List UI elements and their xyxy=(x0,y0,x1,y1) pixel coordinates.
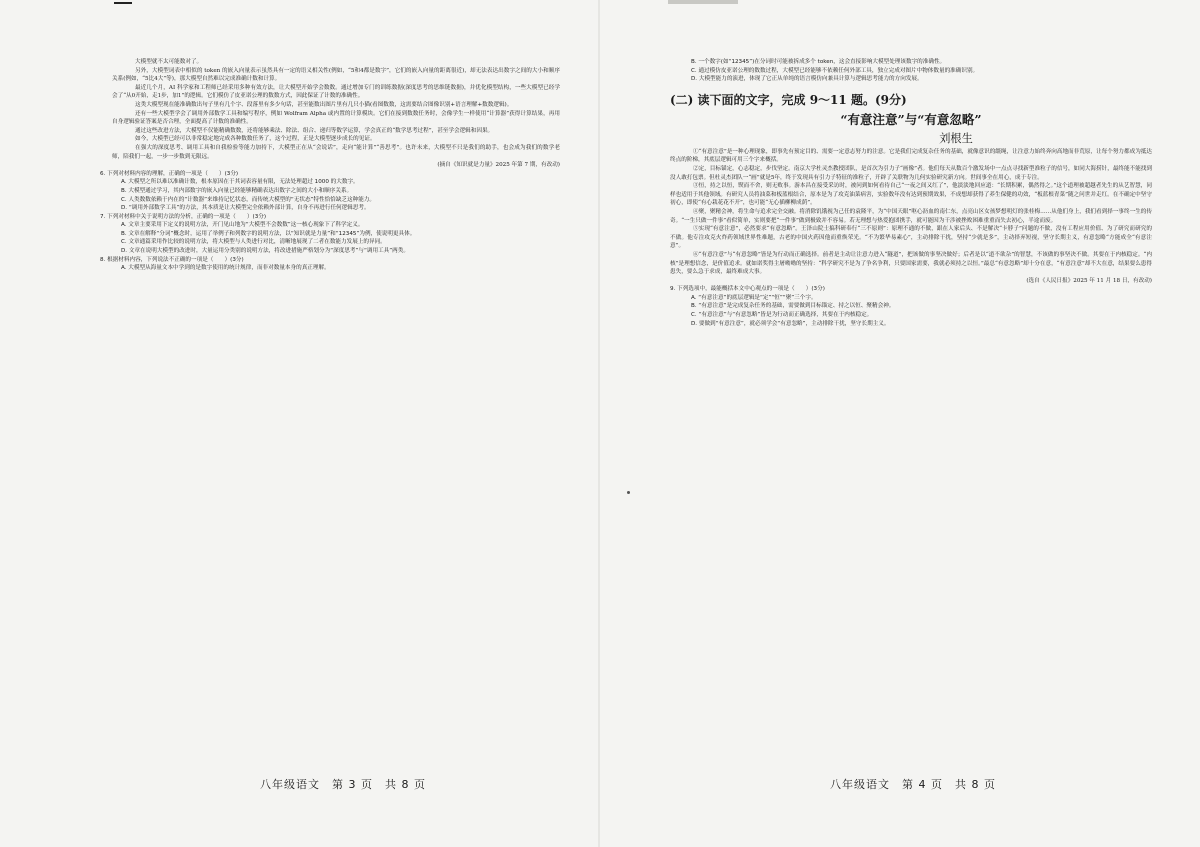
article-paragraph: 如今，大模型已经可以非常稳定地完成各种数数任务了，这个过程，正是大模型逐步成长的见证。 xyxy=(135,136,376,143)
article-paragraph: 还有一些大模型学会了调用外部数学工具和编写程序，例如 Wolfram Alpha 或内置的计算模块。它们在接到数数任务时，会像学生一样使用“计算器”获得计算结果，再用自身逻辑验证答案是否合理，全面提高了计数的准确性。 xyxy=(112,110,560,126)
article-paragraph: 大模型就不太可能数对了。 xyxy=(135,59,203,65)
article-paragraph: ③恒，持之以恒，锲而不舍，则无败事。游本昌在接受采访时，被问到如何看待自己“一夜之间又红了”，他淡淡地回应道：“长期积累，偶然得之。”这个道理被超越者先生的从艺智慧，同样也适用于其他领域。有研究人员将油菜和板蓝根结合，原本是为了攻克油菜病害，实验数年没有达到预期效果，不成想却获得了养生保健的功效，“板蓝根青菜”随之问世并走红。在不确定中坚守初心，即使“有心栽花花不开”，也可能“无心插柳柳成荫”。 xyxy=(670,183,1152,207)
article-title: “有意注意”与“有意忽略” xyxy=(840,111,982,127)
option: C. 人类数数依赖于内在的“计数器”来维持记忆状态，而传统大模型的“无状态”特性恰恰缺乏这种能力。 xyxy=(121,196,375,203)
option: C. 通过模仿皮亚诺公理的数数过程，大模型已经能够不依赖任何外部工具，独立完成对图片中物体数量的准确识别。 xyxy=(691,67,979,74)
question-stem: 6. 下列对材料内容的理解，正确的一项是（ ）(3分) xyxy=(100,170,239,177)
question-7 xyxy=(100,213,560,256)
page-4 xyxy=(600,0,1200,847)
question-8 xyxy=(100,256,560,273)
option: C. “有意注意”与“有意忽略”皆是为行动而正确选择，其要在于内核稳定。 xyxy=(691,312,873,319)
option: B. 一个数字(如“12345”)在分词时可能被拆成多个 token，这会直接影响大模型处理该数字的准确性。 xyxy=(691,59,946,65)
option: B. 文章在解释“分词”概念时，运用了举例子和列数字的说明方法，以“知识就是力量”和“12345”为例，使说明更具体。 xyxy=(121,230,416,237)
question-9 xyxy=(670,285,1152,328)
article-paragraph: 最近几个月，AI 科学家和工程师已经采用多种有效方法，让大模型开始学会数数。通过增加专门的训练数据(深度思考的思维链数据)，并优化模型结构，一些大模型已经学会了“从0开始，走1步，加1”的逻辑。它们模仿了皮亚诺公理的数数方式，因此保证了计数的准确性。 xyxy=(112,84,560,100)
article-paragraph: ①“有意注意”是一种心理现象，即事先有预定目的、需要一定意志努力的注意。它是我们完成复杂任务的基础，就像意识的缰绳，让注意力始终奔向高地而非荒原，让每个努力都成为抵达终点的阶梯，其底层逻辑可用三个字来概括。 xyxy=(670,148,1152,164)
option: D. 文章在说明大模型的改进时，大量运用分类别的说明方法，将改进措施严格划分为“深度思考”与“调用工具”两类。 xyxy=(121,248,409,255)
article-paragraph: 这类大模型现在能准确数出句子里有几个字、段落里有多少句话，甚至能数出图片里有几只小猫(看图数数，这需要结合图像识别+语言理解+数数逻辑)。 xyxy=(135,101,513,108)
section-title: (二) 读下面的文字，完成 9～11 题。(9分) xyxy=(670,92,907,107)
page-footer: 八年级语文 第 3 页 共 8 页 xyxy=(260,778,426,791)
article-source: (摘自《知识就是力量》2025 年第 7 期，有改动) xyxy=(437,162,560,169)
question-6 xyxy=(100,170,560,213)
option: D. 大模型能力的演进，体现了它正从单纯的语言模仿向兼具计算与逻辑思考能力的方向发展。 xyxy=(691,76,923,83)
article-paragraph: 在强大的深度思考、调用工具和自我检验等能力加持下，大模型正在从“会说话”，走向“能计算”“善思考”。也许未来，大模型不只是我们的助手，也会成为我们的数学老师，陪我们一起，一步一步数到无限远。 xyxy=(112,144,560,160)
option: A. 大模型之所以难以准确计数，根本原因在于其词表容量有限，无法处理超过 1000 的大数字。 xyxy=(121,179,359,186)
option: A. “有意注意”的底层逻辑是“定”“恒”“聚”三个字。 xyxy=(691,294,817,301)
option: C. 文章通篇采用作比较的说明方法，将大模型与人类进行对比，清晰地展现了二者在数能力发展上的异同。 xyxy=(121,239,386,246)
option: D. 要做到“有意注意”，就必须学会“有意忽略”，主动排除干扰，坚守长期主义。 xyxy=(691,320,890,327)
article-paragraph: ②定，目标锚定，心志稳定，步伐坚定。南京大学杜灵杰教授团队，是首次为引力子“画像”者。他们每天从数百个激发场中一点点寻找新型准粒子的信号，如同大海捞针，最终能不能找到没人敢打包票。但杜灵杰团队一“画”就是5年，终于发现具有引力子特征的准粒子，开辟了关联物为几何实验研究新方向。世间事全在用心，成于专注。 xyxy=(670,165,1152,181)
article-paragraph: ④聚，聚精会神，将生命与追求完全交融。将消除饥饿视为己任的袁隆平，为“中国天眼”呕心沥血的南仁东，点亮山区女孩梦想明灯的张桂梅……从他们身上，我们看到择一事终一生的传奇。“一生只做一件事”看似简单，实则要把“一件事”做到极致并不容易。若无理想与热爱抱团携手，就可能因为干涉被挫败困难重重而失去初心，半途而废。 xyxy=(670,208,1152,224)
option: A. 文章主要采用下定义的说明方法，开门见山地为“大模型不会数数”这一核心现象下了科学定义。 xyxy=(121,222,364,229)
article-paragraph: ⑤实现“有意注意”，必然要求“有意忽略”。王泽山院士搞科研奉行“三不原则”：原理不通的不做，跟在人家后头、不是解决“卡脖子”问题的不做，没有工程应用价值、为了研究而研究的不做。他专注攻克火炸药领域世界性难题，古老的中国火药因他而重焕荣光。“不为繁华易素心”，主动排除干扰，坚持“少就是多”，主动择弃短视，坚守长期主义，有意忽略“方能成全“有意注意”。 xyxy=(670,226,1152,250)
option: A. 大模型从海量文本中学到的是数字使用的统计规律，而非对数量本身的真正理解。 xyxy=(121,265,330,272)
article-paragraph: 另外，大模型词表中相似的 token 的嵌入向量表示虽然具有一定的语义相关性(例如，“5和4都是数字”，它们的嵌入向量的距离很近)，却无法表达出数字之间的大小和顺序关系(例如，“5比4大”等)，那大模型自然难以完成准确计数和计算。 xyxy=(112,67,560,83)
question-stem: 9. 下列选项中，最能概括本文中心观点的一项是（ ）(3分) xyxy=(670,286,825,293)
question-stem: 7. 下列对材料中关于说明方法的分析，正确的一项是（ ）(3分) xyxy=(100,213,267,220)
page-footer: 八年级语文 第 4 页 共 8 页 xyxy=(830,778,996,791)
question-stem: 8. 根据材料内容，下列说法不正确的一项是（ ）(3分) xyxy=(100,256,244,263)
option: D. “调用外部数学工具”的方法，其本质是让大模型完全依赖外部计算，自身不再进行任何逻辑思考。 xyxy=(121,205,370,212)
option: B. 大模型通过学习，其内部数字的嵌入向量已经能够精确表达出数字之间的大小和顺序关系。 xyxy=(121,187,353,194)
article-author: 刘根生 xyxy=(939,131,973,145)
question-8-continued xyxy=(670,58,1152,84)
article-paragraph: ⑥“有意注意”与“有意忽略”皆是为行动而正确选择。前者是主动让注意力进入“隧道”，把该做的事坚决做好；后者是以“道不欲杂”的智慧，不该做的事坚决不做。其要在于内核稳定。“内核”是理想信念，是价值追求。就如诺奖得主屠呦呦的坚持：“科学研究不是为了争名争利，只要国家需要，我就必须持之以恒。”最总“有意忽略”却十分在意，“有意注意”却不大在意，结果要么患得患失，要么急于求成，最终难成大事。 xyxy=(670,251,1152,276)
option: B. “有意注意”是完成复杂任务的基础，需要做到目标锚定、持之以恒、聚精会神。 xyxy=(691,303,895,310)
article-paragraph: 通过这些改进方法，大模型不仅能精确数数，还将能够乘法、除法、组合、递归等数学运算，学会真正的“数学思考过程”，甚至学会逻辑和因果。 xyxy=(135,127,494,134)
article-source: (选自《人民日报》2025 年 11 月 18 日，有改动) xyxy=(1026,277,1152,284)
